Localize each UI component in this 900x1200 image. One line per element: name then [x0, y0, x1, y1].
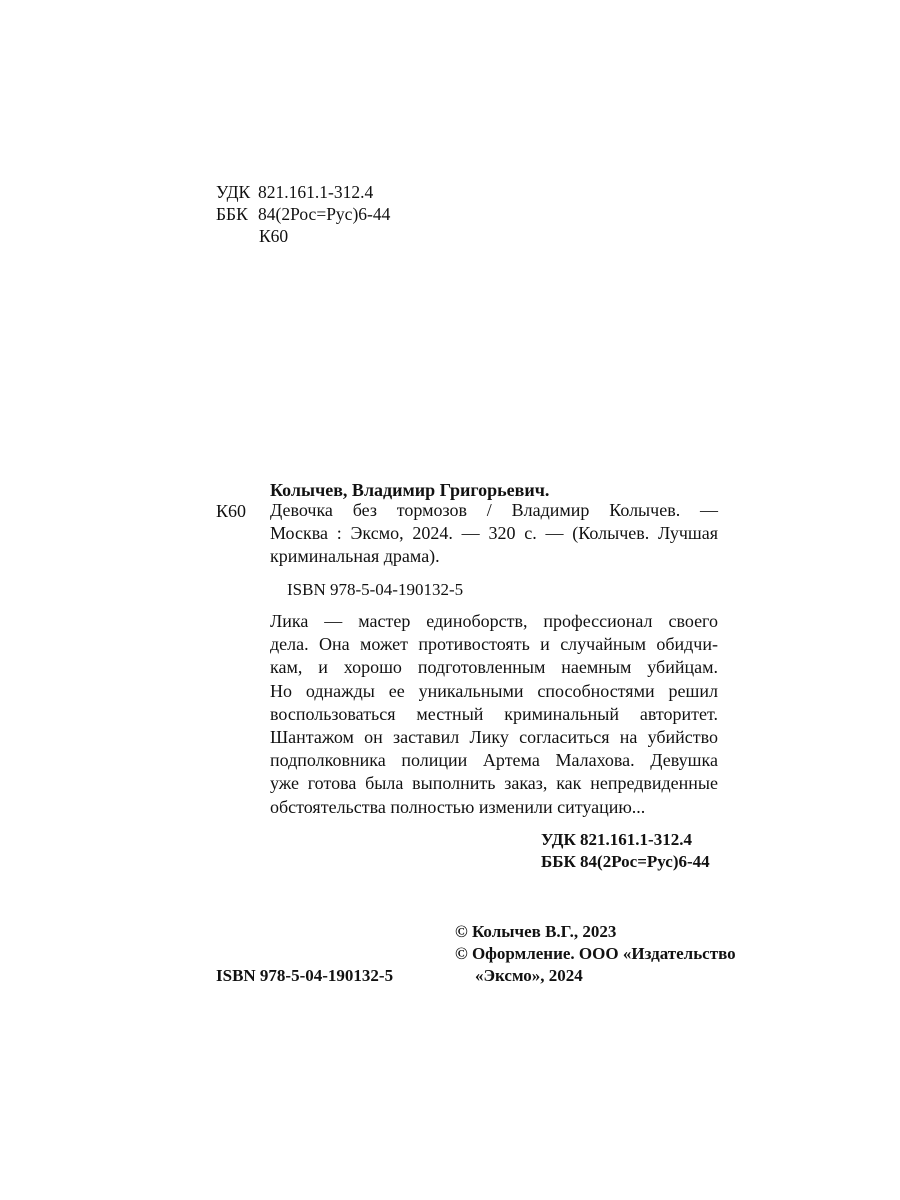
annotation — [270, 610, 718, 819]
udk-value: 821.161.1-312.4 — [258, 182, 374, 202]
author-heading: Колычев, Владимир Григорьевич. — [270, 480, 550, 500]
annotation-line: Лика — мастер единоборств, профессионал своего — [270, 611, 718, 631]
annotation-line: дела. Она может противостоять и случайным обидчи- — [270, 634, 718, 655]
udk-code-top — [216, 181, 373, 203]
author-mark-side: К60 — [216, 501, 247, 521]
annotation-line: подполковника полиции Артема Малахова. Девушка — [270, 750, 718, 771]
copyright-design-cont: «Эксмо», 2024 — [475, 966, 583, 985]
bbk-code-top — [216, 203, 390, 225]
title-line: криминальная драма). — [270, 546, 440, 567]
bbk-code-bottom: ББК 84(2Рос=Рус)6-44 — [541, 852, 710, 871]
bbk-label: ББК — [216, 204, 248, 224]
title-line: Девочка без тормозов / Владимир Колычев. — — [270, 500, 718, 520]
annotation-line: уже готова была выполнить заказ, как непредвиденные — [270, 773, 718, 794]
annotation-line: воспользоваться местный криминальный авторитет. — [270, 703, 718, 724]
annotation-line: Но однажды ее уникальными способностями решил — [270, 680, 718, 701]
annotation-line: обстоятельства полностью изменили ситуацию... — [270, 796, 646, 817]
copyright-design: © Оформление. ООО «Издательство — [455, 944, 736, 963]
isbn-bottom: ISBN 978-5-04-190132-5 — [216, 966, 394, 985]
isbn-inline: ISBN 978-5-04-190132-5 — [287, 580, 464, 599]
annotation-line: кам, и хорошо подготовленным наемным убийцам. — [270, 657, 718, 678]
udk-code-bottom: УДК 821.161.1-312.4 — [541, 830, 692, 849]
title-line: Москва : Эксмо, 2024. — 320 с. — (Колычев. Лучшая — [270, 523, 718, 544]
bbk-value: 84(2Рос=Рус)6-44 — [258, 204, 391, 224]
annotation-line: Шантажом он заставил Лику согласиться на убийство — [270, 727, 718, 748]
author-mark-top: К60 — [259, 226, 289, 246]
copyright-author: © Колычев В.Г., 2023 — [455, 922, 617, 941]
title-description — [270, 499, 718, 569]
udk-label: УДК — [216, 182, 251, 202]
